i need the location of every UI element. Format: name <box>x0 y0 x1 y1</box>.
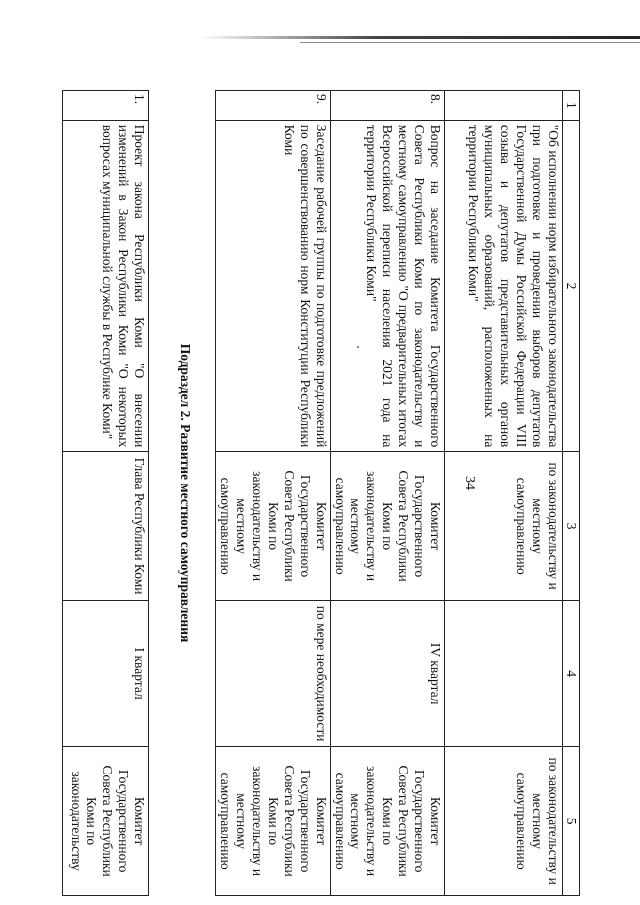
subsection-heading-row <box>149 91 216 896</box>
rotated-page-content <box>70 90 580 896</box>
scan-artifact-line <box>200 36 640 39</box>
page-number: 34 <box>462 476 477 490</box>
header-cell: 1 <box>563 91 580 121</box>
header-cell: 5 <box>563 747 580 896</box>
row-responsible: по законодательству и местному самоуправлению <box>445 452 563 601</box>
row-responsible: Глава Республики Коми <box>63 452 149 601</box>
row-number: 9. <box>216 91 330 121</box>
table-row <box>330 91 444 896</box>
row-description: Заседание рабочей группы по подготовке предложений по совершенствованию норм Конституции Республики Коми <box>216 120 330 452</box>
table-row <box>63 91 149 896</box>
row-term: по мере необходимости <box>216 600 330 746</box>
row-term: I квартал <box>63 600 149 746</box>
table-row <box>216 91 330 896</box>
row-description: Вопрос на заседание Комитета Государственного Совета Республики Коми по законодательству и местному самоуправлению "О предварительных итогах Всероссийской переписи населения 2021 года на территории Республики Коми" <box>330 120 444 452</box>
header-cell: 2 <box>563 120 580 452</box>
row-submitter: Комитет Государственного Совета Республики Коми по законодательству и местному самоуправлению <box>216 747 330 896</box>
table-row <box>445 91 563 896</box>
header-cell: 3 <box>563 452 580 601</box>
subsection-title: Подраздел 2. Развитие местного самоуправления <box>149 91 216 896</box>
row-submitter: Комитет Государственного Совета Республики Коми по законодательству <box>63 747 149 896</box>
row-number <box>445 91 563 121</box>
header-cell: 4 <box>563 600 580 746</box>
row-responsible: Комитет Государственного Совета Республики Коми по законодательству и местному самоуправлению <box>216 452 330 601</box>
row-number: 8. <box>330 91 444 121</box>
row-description: "Об исполнении норм избирательного законодательства при подготовке и проведении выборов депутатов Государственной Думы Российской Федерации VIII созыва и депутатов представительных органов муниципальных образований, расположенных на территории Республики Коми" <box>445 120 563 452</box>
row-term: IV квартал <box>330 600 444 746</box>
row-number: 1. <box>63 91 149 121</box>
row-submitter: по законодательству и местному самоуправлению <box>445 747 563 896</box>
table-header-row <box>563 91 580 896</box>
row-responsible: Комитет Государственного Совета Республики Коми по законодательству и местному самоуправлению <box>330 452 444 601</box>
row-term <box>445 600 563 746</box>
plan-table <box>62 90 580 896</box>
row-description: Проект закона Республики Коми "О внесении изменений в Закон Республики Коми "О некоторых вопросах муниципальной службы в Республике Коми" <box>63 120 149 452</box>
row-submitter: Комитет Государственного Совета Республики Коми по законодательству и местному самоуправлению <box>330 747 444 896</box>
scan-artifact-line <box>300 42 640 43</box>
